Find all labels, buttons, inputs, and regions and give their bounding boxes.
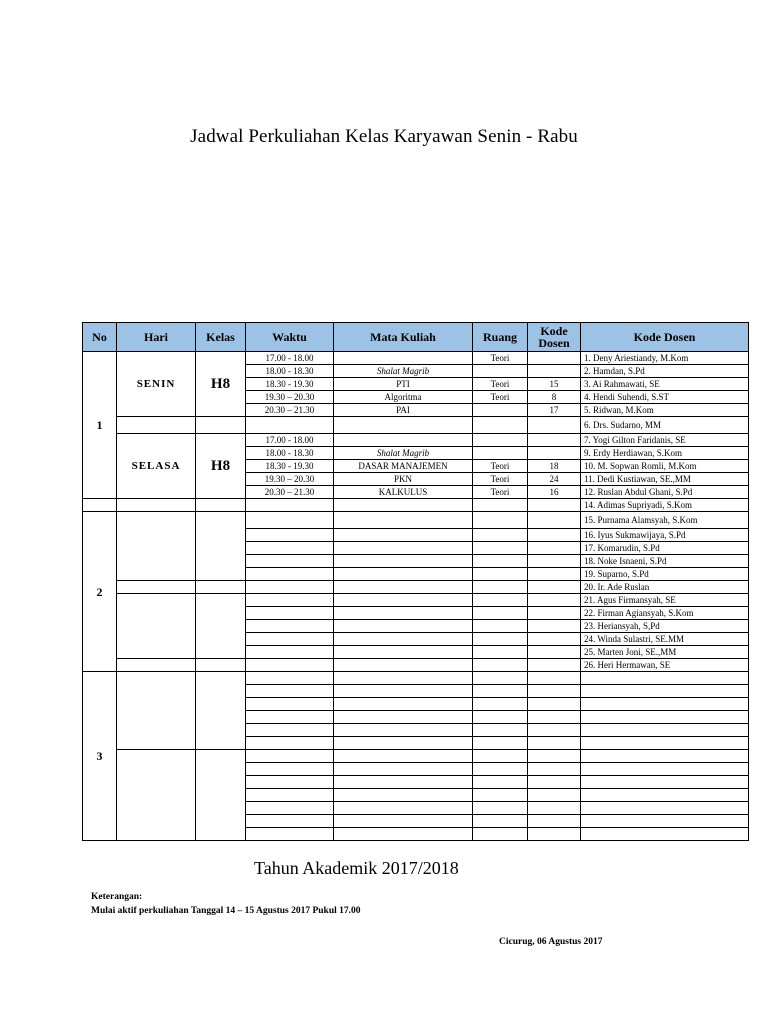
empty-cell	[246, 646, 334, 659]
empty-cell	[334, 646, 473, 659]
empty-cell	[581, 711, 749, 724]
group-number-1: 1	[83, 352, 117, 499]
empty-cell	[334, 512, 473, 529]
empty-cell	[528, 815, 581, 828]
empty-cell	[117, 499, 196, 512]
course-cell: Shalat Magrib	[334, 365, 473, 378]
empty-cell	[581, 815, 749, 828]
empty-cell	[246, 633, 334, 646]
course-cell: KALKULUS	[334, 486, 473, 499]
empty-cell	[581, 698, 749, 711]
room-cell	[473, 434, 528, 447]
empty-cell	[473, 646, 528, 659]
empty-cell	[334, 581, 473, 594]
lecturer-item: 5. Ridwan, M.Kom	[581, 404, 749, 417]
empty-cell	[334, 789, 473, 802]
lecturer-item: 23. Heriansyah, S,Pd	[581, 620, 749, 633]
empty-cell	[334, 620, 473, 633]
time-cell: 20.30 – 21.30	[246, 404, 334, 417]
lecturer-item: 14. Adimas Supriyadi, S.Kom	[581, 499, 749, 512]
lecturer-item: 3. Ai Rahmawati, SE	[581, 378, 749, 391]
empty-cell	[334, 542, 473, 555]
empty-cell	[334, 776, 473, 789]
empty-cell	[196, 594, 246, 659]
header-kode-line1: Kode	[540, 324, 568, 338]
notes	[91, 890, 361, 918]
table-row	[83, 499, 749, 512]
empty-cell	[117, 750, 196, 841]
empty-cell	[334, 594, 473, 607]
empty-cell	[246, 698, 334, 711]
empty-cell	[473, 620, 528, 633]
empty-cell	[473, 499, 528, 512]
empty-cell	[581, 763, 749, 776]
empty-cell	[334, 685, 473, 698]
class-selasa: H8	[196, 434, 246, 499]
empty-cell	[246, 512, 334, 529]
time-cell: 18.00 - 18.30	[246, 447, 334, 460]
empty-cell	[473, 711, 528, 724]
empty-cell	[528, 750, 581, 763]
lecturer-item: 17. Komarudin, S.Pd	[581, 542, 749, 555]
group-number-2: 2	[83, 512, 117, 672]
empty-cell	[473, 594, 528, 607]
time-cell: 20.30 – 21.30	[246, 486, 334, 499]
course-cell: PAI	[334, 404, 473, 417]
lecturer-item: 12. Ruslan Abdul Ghani, S.Pd	[581, 486, 749, 499]
header-waktu: Waktu	[246, 323, 334, 352]
empty-cell	[581, 672, 749, 685]
empty-cell	[473, 529, 528, 542]
lecturer-code-cell: 17	[528, 404, 581, 417]
lecturer-item: 15. Purnama Alamsyah, S.Kom	[581, 512, 749, 529]
room-cell: Teori	[473, 473, 528, 486]
header-kelas: Kelas	[196, 323, 246, 352]
lecturer-item: 24. Winda Sulastri, SE.MM	[581, 633, 749, 646]
empty-cell	[528, 737, 581, 750]
empty-cell	[117, 672, 196, 750]
lecturer-item: 7. Yogi Gilton Faridanis, SE	[581, 434, 749, 447]
room-cell: Teori	[473, 486, 528, 499]
empty-cell	[473, 672, 528, 685]
lecturer-item: 1. Deny Ariestiandy, M.Kom	[581, 352, 749, 365]
course-cell: Algoritma	[334, 391, 473, 404]
empty-cell	[246, 724, 334, 737]
empty-cell	[246, 828, 334, 841]
header-hari: Hari	[117, 323, 196, 352]
empty-cell	[528, 763, 581, 776]
lecturer-code-cell	[528, 365, 581, 378]
lecturer-code-cell	[528, 434, 581, 447]
empty-cell	[246, 789, 334, 802]
empty-cell	[334, 672, 473, 685]
empty-cell	[581, 789, 749, 802]
empty-cell	[246, 568, 334, 581]
empty-cell	[528, 529, 581, 542]
page-title: Jadwal Perkuliahan Kelas Karyawan Senin - Rabu	[190, 126, 578, 147]
empty-cell	[528, 594, 581, 607]
empty-cell	[246, 607, 334, 620]
empty-cell	[334, 633, 473, 646]
lecturer-item: 9. Erdy Herdiawan, S.Kom	[581, 447, 749, 460]
empty-cell	[473, 828, 528, 841]
lecturer-code-cell: 18	[528, 460, 581, 473]
empty-cell	[196, 672, 246, 750]
empty-cell	[528, 685, 581, 698]
lecturer-item: 20. Ir. Ade Ruslan	[581, 581, 749, 594]
empty-cell	[528, 607, 581, 620]
empty-cell	[246, 815, 334, 828]
empty-cell	[196, 417, 246, 434]
lecturer-item: 25. Marten Joni, SE.,MM	[581, 646, 749, 659]
empty-cell	[246, 750, 334, 763]
empty-cell	[473, 750, 528, 763]
lecturer-item: 4. Hendi Suhendi, S.ST	[581, 391, 749, 404]
empty-cell	[334, 529, 473, 542]
table-row	[83, 750, 749, 763]
empty-cell	[581, 737, 749, 750]
empty-cell	[473, 568, 528, 581]
header-kode-dosen	[528, 323, 581, 352]
empty-cell	[117, 417, 196, 434]
empty-cell	[528, 512, 581, 529]
empty-cell	[473, 581, 528, 594]
empty-cell	[528, 711, 581, 724]
room-cell: Teori	[473, 460, 528, 473]
lecturer-code-cell: 8	[528, 391, 581, 404]
table-row	[83, 659, 749, 672]
empty-cell	[473, 789, 528, 802]
table-row	[83, 672, 749, 685]
course-cell	[334, 434, 473, 447]
empty-cell	[473, 607, 528, 620]
empty-cell	[528, 555, 581, 568]
empty-cell	[473, 659, 528, 672]
empty-cell	[246, 711, 334, 724]
day-senin: SENIN	[117, 352, 196, 417]
empty-cell	[473, 776, 528, 789]
table-row	[83, 512, 749, 529]
empty-cell	[246, 529, 334, 542]
header-row	[83, 323, 749, 352]
empty-cell	[528, 620, 581, 633]
empty-cell	[473, 417, 528, 434]
empty-cell	[473, 802, 528, 815]
lecturer-code-cell: 15	[528, 378, 581, 391]
empty-cell	[246, 802, 334, 815]
table-row	[83, 434, 749, 447]
lecturer-item: 26. Heri Hermawan, SE	[581, 659, 749, 672]
table-row	[83, 594, 749, 607]
empty-cell	[473, 512, 528, 529]
empty-cell	[246, 555, 334, 568]
lecturer-item: 18. Noke Isnaeni, S.Pd	[581, 555, 749, 568]
empty-cell	[528, 499, 581, 512]
empty-cell	[246, 594, 334, 607]
empty-cell	[334, 750, 473, 763]
empty-cell	[473, 685, 528, 698]
empty-cell	[473, 698, 528, 711]
time-cell: 19.30 – 20.30	[246, 391, 334, 404]
empty-cell	[473, 815, 528, 828]
empty-cell	[528, 581, 581, 594]
time-cell: 17.00 - 18.00	[246, 434, 334, 447]
empty-cell	[528, 724, 581, 737]
header-kode-line2: Dosen	[538, 336, 570, 350]
empty-cell	[334, 737, 473, 750]
empty-cell	[246, 737, 334, 750]
lecturer-code-cell: 16	[528, 486, 581, 499]
group-number-3: 3	[83, 672, 117, 841]
empty-cell	[246, 659, 334, 672]
class-senin: H8	[196, 352, 246, 417]
course-cell	[334, 352, 473, 365]
empty-cell	[528, 789, 581, 802]
lecturer-item: 21. Agus Firmansyah, SE	[581, 594, 749, 607]
empty-cell	[117, 581, 196, 594]
room-cell: Teori	[473, 352, 528, 365]
empty-cell	[334, 724, 473, 737]
empty-cell	[473, 542, 528, 555]
empty-cell	[196, 499, 246, 512]
empty-cell	[334, 499, 473, 512]
empty-cell	[581, 724, 749, 737]
empty-cell	[528, 776, 581, 789]
table-row	[83, 352, 749, 365]
empty-cell	[117, 594, 196, 659]
empty-cell	[473, 724, 528, 737]
empty-cell	[334, 815, 473, 828]
notes-label: Keterangan:	[91, 892, 143, 902]
empty-cell	[246, 685, 334, 698]
empty-cell	[196, 659, 246, 672]
lecturer-item: 22. Firman Agiansyah, S.Kom	[581, 607, 749, 620]
empty-cell	[528, 802, 581, 815]
empty-cell	[581, 828, 749, 841]
empty-cell	[581, 750, 749, 763]
empty-cell	[117, 659, 196, 672]
lecturer-code-cell: 24	[528, 473, 581, 486]
time-cell: 17.00 - 18.00	[246, 352, 334, 365]
lecturer-item: 2. Hamdan, S.Pd	[581, 365, 749, 378]
time-cell: 18.30 - 19.30	[246, 460, 334, 473]
header-kode-dosen-list: Kode Dosen	[581, 323, 749, 352]
lecturer-item: 10. M. Sopwan Romli, M.Kom	[581, 460, 749, 473]
lecturer-item: 16. Iyus Sukmawijaya, S.Pd	[581, 529, 749, 542]
empty-cell	[246, 776, 334, 789]
lecturer-item: 11. Dedi Kustiawan, SE.,MM	[581, 473, 749, 486]
empty-cell	[581, 685, 749, 698]
empty-cell	[334, 698, 473, 711]
header-mata-kuliah: Mata Kuliah	[334, 323, 473, 352]
empty-cell	[334, 555, 473, 568]
course-cell: Shalat Magrib	[334, 447, 473, 460]
empty-cell	[334, 607, 473, 620]
empty-cell	[246, 763, 334, 776]
empty-cell	[528, 633, 581, 646]
empty-cell	[246, 620, 334, 633]
academic-year: Tahun Akademik 2017/2018	[254, 858, 459, 878]
table-row	[83, 417, 749, 434]
empty-cell	[473, 763, 528, 776]
day-selasa: SELASA	[117, 434, 196, 499]
empty-cell	[581, 802, 749, 815]
notes-text: Mulai aktif perkuliahan Tanggal 14 – 15 Agustus 2017 Pukul 17.00	[91, 906, 361, 916]
empty-cell	[334, 828, 473, 841]
time-cell: 18.00 - 18.30	[246, 365, 334, 378]
lecturer-item: 19. Suparno, S.Pd	[581, 568, 749, 581]
empty-cell	[528, 698, 581, 711]
empty-cell	[528, 828, 581, 841]
empty-cell	[196, 581, 246, 594]
empty-cell	[528, 672, 581, 685]
lecturer-item: 6. Drs. Sudarno, MM	[581, 417, 749, 434]
empty-cell	[246, 542, 334, 555]
course-cell: DASAR MANAJEMEN	[334, 460, 473, 473]
empty-cell	[334, 417, 473, 434]
empty-cell	[334, 711, 473, 724]
time-cell: 19.30 – 20.30	[246, 473, 334, 486]
empty-cell	[246, 672, 334, 685]
table-row	[83, 581, 749, 594]
empty-cell	[473, 555, 528, 568]
course-cell: PKN	[334, 473, 473, 486]
room-cell	[473, 365, 528, 378]
empty-cell	[473, 633, 528, 646]
lecturer-code-cell	[528, 352, 581, 365]
empty-cell	[528, 659, 581, 672]
time-cell: 18.30 - 19.30	[246, 378, 334, 391]
header-no: No	[83, 323, 117, 352]
empty-cell	[473, 737, 528, 750]
header-ruang: Ruang	[473, 323, 528, 352]
empty-cell	[334, 568, 473, 581]
empty-cell	[246, 417, 334, 434]
room-cell: Teori	[473, 378, 528, 391]
empty-cell	[117, 512, 196, 581]
lecturer-code-cell	[528, 447, 581, 460]
empty-cell	[334, 659, 473, 672]
room-cell	[473, 447, 528, 460]
schedule-table	[82, 322, 749, 841]
empty-cell	[334, 802, 473, 815]
empty-cell	[528, 417, 581, 434]
empty-cell	[528, 646, 581, 659]
room-cell	[473, 404, 528, 417]
empty-cell	[83, 499, 117, 512]
course-cell: PTI	[334, 378, 473, 391]
empty-cell	[196, 750, 246, 841]
empty-cell	[334, 763, 473, 776]
room-cell: Teori	[473, 391, 528, 404]
empty-cell	[246, 581, 334, 594]
empty-cell	[528, 568, 581, 581]
empty-cell	[581, 776, 749, 789]
empty-cell	[246, 499, 334, 512]
place-date: Cicurug, 06 Agustus 2017	[499, 937, 603, 947]
empty-cell	[196, 512, 246, 581]
empty-cell	[528, 542, 581, 555]
